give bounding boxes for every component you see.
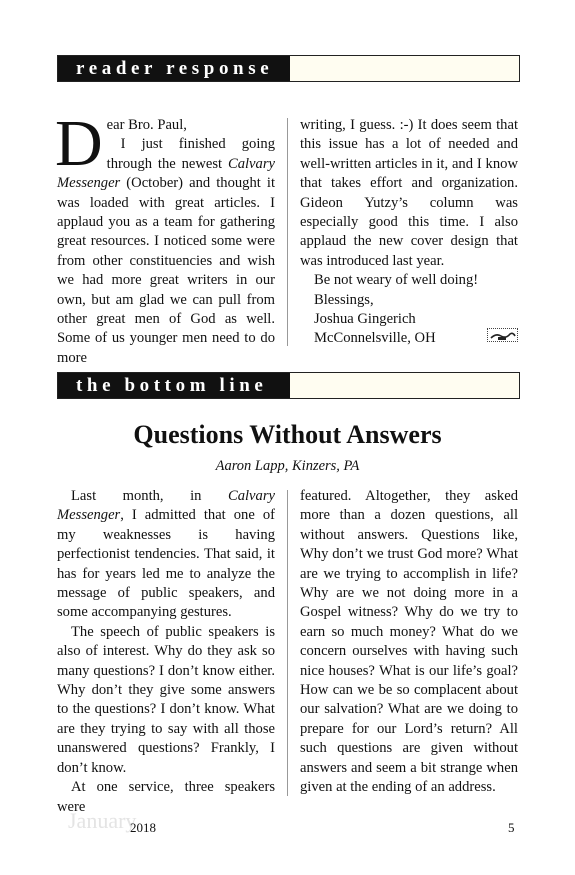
letter-body-italic: Calvary Messenger [57, 155, 275, 192]
article-paragraph-1 [57, 487, 275, 623]
article-paragraph-3-continued: featured. Altogether, they asked more than a dozen questions, all without answers. Questions like, Why don’t we trust God more? What are we trying to accomplish in life? Why are we not doing more in a Gospel witness? Why do we try to earn so much money? What do we concern ourselves with having such nice houses? What is our life’s goal? How can we be so complacent about our salvation? What are we doing to prepare for our Lord’s return? All such questions are given without answers and seem a bit strange when given at the ending of an address. [300, 488, 518, 796]
letter-closing: Be not weary of well doing! [314, 272, 479, 289]
footer-month: January [68, 808, 137, 833]
column-divider [287, 490, 288, 796]
text-run: , I admitted that one of my weaknesses is having perfectionist tendencies. That said, it has for years led me to analyze the message of public speakers, and some accompanying gestures. [57, 507, 275, 621]
section-label: the bottom line [58, 373, 290, 398]
letter-body-continued: writing, I guess. :-) It does seem that this issue has a lot of needed and well-written articles in it, and I know that takes effort and organization. Gideon Yutzy’s column was especially good this time. I also applaud the new cover design that was introduced last year. [300, 117, 518, 269]
footer-year: 2018 [130, 820, 156, 835]
section-header-bottom-line [57, 372, 520, 399]
letter-column-left [55, 107, 275, 368]
letter-paragraph [55, 107, 275, 368]
letter-body-lead: I just finished going through the newest [106, 136, 275, 172]
end-mark-icon [487, 328, 518, 342]
article-title: Questions Without Answers [133, 420, 442, 449]
letter-column-right [300, 116, 518, 349]
article-paragraph-3: At one service, three speakers were [57, 779, 275, 815]
letter-body-rest: (October) and thought it was loaded with great articles. I applaud you as a team for gathering great resources. I noticed some were from other constituencies and wish we had more great writers in our own, but am glad we can pull from other great men of God as well. Some of us younger men need to do more [57, 175, 275, 366]
drop-cap: D [55, 107, 103, 180]
section-label: reader response [58, 56, 290, 81]
section-header-reader-response [57, 55, 520, 82]
page-number: 5 [508, 820, 515, 835]
letter-signature-location: McConnelsville, OH [314, 330, 436, 347]
text-run: Last month, in [71, 488, 228, 504]
article-paragraph-2: The speech of public speakers is also of interest. Why do they ask so many questions? I don’t know either. Why don’t they give some answers to the questions? I don’t know. What are they trying to say with all those unanswered questions? Frankly, I don’t know. [57, 623, 275, 776]
letter-salutation: ear Bro. Paul, [106, 117, 187, 133]
italic-run: Calvary Messenger [57, 488, 275, 524]
letter-blessings: Blessings, [314, 291, 374, 308]
letter-signature-name: Joshua Gingerich [314, 311, 416, 328]
article-column-left [57, 487, 275, 817]
article-byline: Aaron Lapp, Kinzers, PA [215, 458, 360, 474]
column-divider [287, 118, 288, 346]
article-column-right [300, 487, 518, 798]
